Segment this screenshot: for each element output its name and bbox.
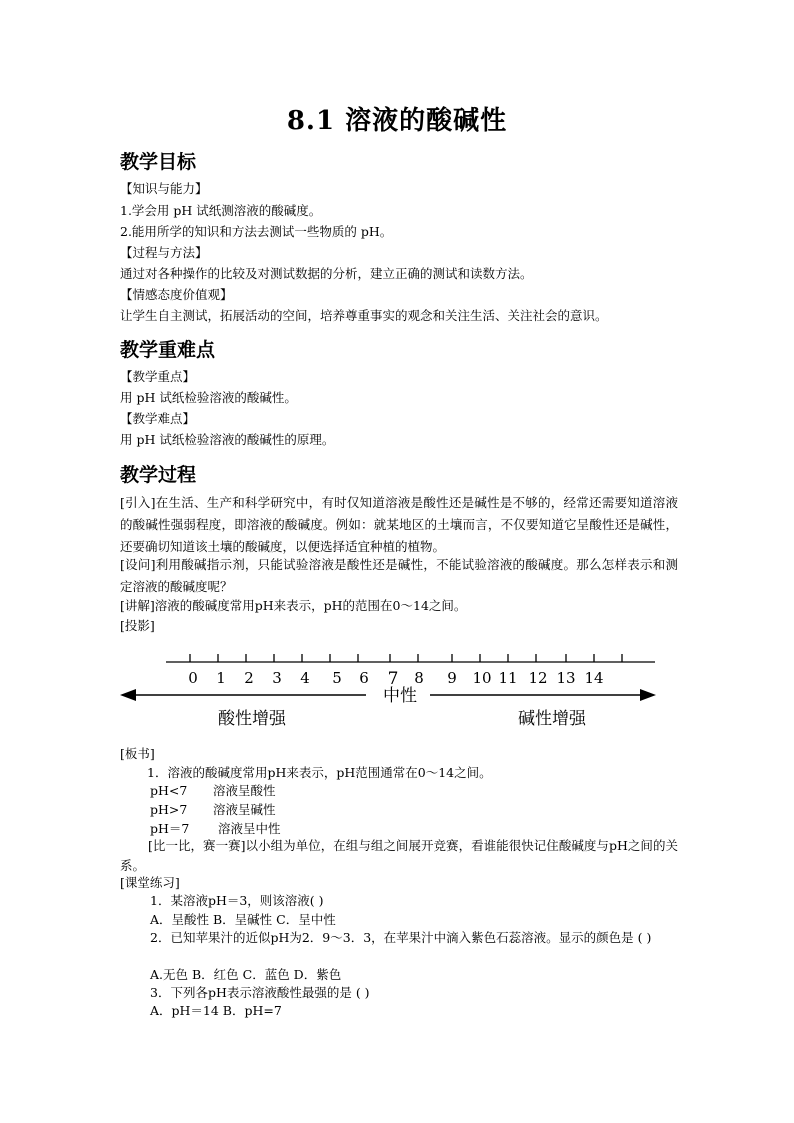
key-label: 【教学重点】 — [120, 369, 196, 384]
question-3-options: A．pH＝14 B．pH=7 — [150, 1003, 282, 1018]
ph-lt7: pH<7 — [150, 783, 188, 798]
ph-tick-label: 13 — [556, 669, 576, 687]
ph-tick-label: 0 — [188, 669, 198, 687]
acid-arrow-head — [120, 689, 136, 701]
page-title: 8.1 溶液的酸碱性 — [286, 106, 508, 136]
key-points-heading: 教学重难点 — [120, 339, 216, 361]
ph-tick-label: 7 — [387, 669, 399, 689]
base-stronger-label: 碱性增强 — [518, 709, 586, 729]
projection-label: [投影] — [120, 618, 155, 633]
ph-tick-label: 8 — [414, 669, 424, 687]
ph-tick-label: 5 — [332, 669, 342, 687]
question-paragraph: [设问]利用酸碱指示剂，只能试验溶液是酸性还是碱性，不能试验溶液的酸碱度。那么怎样表示和测定溶液的酸碱度呢？ — [120, 557, 678, 594]
difficult-text: 用 pH 试纸检验溶液的酸碱性的原理。 — [120, 432, 335, 447]
compare-paragraph: [比一比，赛一赛]以小组为单位，在组与组之间展开竞赛，看谁能很快记住酸碱度与pH之间的关系。 — [120, 838, 678, 873]
ph-tick-label: 2 — [244, 669, 254, 687]
board-label: [板书] — [120, 746, 155, 761]
board-item-1: 1．溶液的酸碱度常用pH来表示，pH范围通常在0～14之间。 — [147, 765, 492, 780]
question-1: 1．某溶液pH＝3，则该溶液( ) — [150, 893, 324, 908]
process-heading: 教学过程 — [120, 464, 197, 486]
emotion-label: 【情感态度价值观】 — [120, 287, 233, 302]
ph-tick-label: 14 — [584, 669, 604, 687]
ph-eq7-text: 溶液呈中性 — [218, 821, 281, 836]
ph-gt7: pH>7 — [150, 802, 188, 817]
ph-tick-label: 11 — [498, 669, 518, 687]
key-text: 用 pH 试纸检验溶液的酸碱性。 — [120, 390, 297, 405]
knowledge-item-1: 1.学会用 pH 试纸测溶液的酸碱度。 — [120, 203, 322, 218]
process-method-label: 【过程与方法】 — [120, 245, 208, 260]
intro-paragraph: [引入]在生活、生产和科学研究中，有时仅知道溶液是酸性还是碱性是不够的，经常还需要知道溶液的酸碱性强弱程度，即溶液的酸碱度。例如：就某地区的土壤而言，不仅要知道它呈酸性还是碱性，还要确切知道该土壤的酸碱度，以便选择适宜种植的植物。 — [120, 495, 678, 554]
emotion-text: 让学生自主测试，拓展活动的空间，培养尊重事实的观念和关注生活、关注社会的意识。 — [120, 308, 608, 323]
knowledge-label: 【知识与能力】 — [120, 181, 208, 196]
acid-stronger-label: 酸性增强 — [218, 709, 286, 729]
question-1-options: A．呈酸性 B．呈碱性 C．呈中性 — [150, 912, 336, 927]
ph-tick-label: 9 — [447, 669, 457, 687]
ph-tick-label: 3 — [272, 669, 282, 687]
process-method-text: 通过对各种操作的比较及对测试数据的分析，建立正确的测试和读数方法。 — [120, 266, 533, 281]
exercise-label: [课堂练习] — [120, 875, 180, 890]
question-3: 3．下列各pH表示溶液酸性最强的是 ( ) — [150, 985, 370, 1000]
ph-tick-label: 10 — [472, 669, 492, 687]
ph-tick-label: 12 — [528, 669, 548, 687]
question-2-options: A.无色 B．红色 C．蓝色 D．紫色 — [150, 967, 342, 982]
ph-gt7-text: 溶液呈碱性 — [213, 802, 276, 817]
explain-line: [讲解]溶液的酸碱度常用pH来表示，pH的范围在0～14之间。 — [120, 598, 467, 613]
objectives-heading: 教学目标 — [120, 151, 197, 173]
ph-tick-label: 4 — [300, 669, 310, 687]
ph-eq7: pH＝7 — [150, 821, 190, 836]
question-2: 2．已知苹果汁的近似pH为2．9～3．3，在苹果汁中滴入紫色石蕊溶液。显示的颜色是 ( ) — [150, 930, 652, 945]
difficult-label: 【教学难点】 — [120, 411, 196, 426]
base-arrow-head — [640, 689, 656, 701]
ph-lt7-text: 溶液呈酸性 — [213, 783, 276, 798]
ph-tick-label: 1 — [216, 669, 226, 687]
ph-scale-figure — [0, 640, 794, 740]
knowledge-item-2: 2.能用所学的知识和方法去测试一些物质的 pH。 — [120, 224, 393, 239]
neutral-label: 中性 — [383, 686, 417, 706]
ph-tick-label: 6 — [359, 669, 369, 687]
